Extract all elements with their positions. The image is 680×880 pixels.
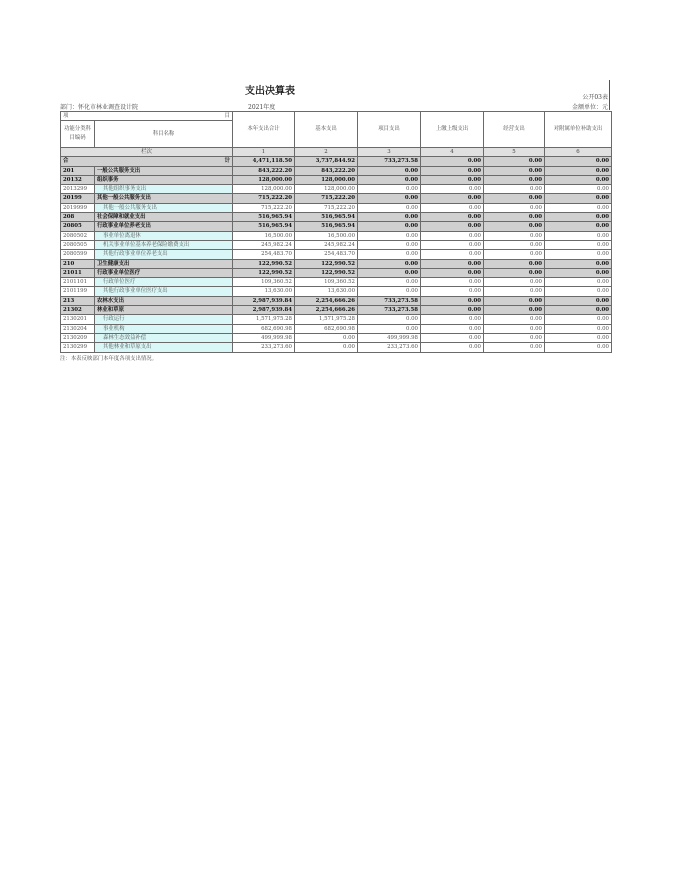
column-number-row [61, 148, 612, 157]
row-name: 其他林业和草原支出 [95, 343, 233, 352]
table-row [61, 166, 612, 175]
row-code: 213 [61, 296, 95, 305]
row-value: 0.00 [545, 296, 612, 305]
row-value: 0.00 [358, 231, 421, 240]
row-name: 事业单位离退休 [95, 231, 233, 240]
expenditure-table [60, 111, 612, 353]
row-code: 20805 [61, 222, 95, 231]
row-value: 13,630.00 [295, 287, 358, 296]
row-value: 516,965.94 [233, 213, 295, 222]
row-value: 0.00 [484, 296, 545, 305]
row-value: 499,999.98 [233, 333, 295, 342]
row-value: 715,222.20 [295, 203, 358, 212]
row-value: 0.00 [358, 166, 421, 175]
total-value: 0.00 [545, 157, 612, 166]
row-value: 499,999.98 [358, 333, 421, 342]
row-name: 其他一般公共服务支出 [95, 203, 233, 212]
row-value: 0.00 [545, 287, 612, 296]
col-header-3: 项目支出 [358, 112, 421, 148]
row-name: 行政事业单位医疗 [95, 268, 233, 277]
row-name: 事业机构 [95, 324, 233, 333]
row-value: 843,222.20 [295, 166, 358, 175]
row-name: 其他行政事业单位医疗支出 [95, 287, 233, 296]
table-row [61, 268, 612, 277]
row-name: 森林生态效益补偿 [95, 333, 233, 342]
form-id: 公开03表 [582, 94, 608, 101]
row-value: 0.00 [358, 259, 421, 268]
row-value: 128,000.00 [233, 175, 295, 184]
sheet-right-border [609, 80, 610, 110]
row-name: 其他行政事业单位养老支出 [95, 250, 233, 259]
row-code: 208 [61, 213, 95, 222]
row-value: 0.00 [358, 213, 421, 222]
row-code: 2013299 [61, 185, 95, 194]
row-value: 682,690.98 [295, 324, 358, 333]
table-row [61, 333, 612, 342]
row-value: 0.00 [358, 250, 421, 259]
row-value: 0.00 [421, 175, 484, 184]
currency-unit: 金额单位：元 [571, 104, 608, 111]
row-value: 0.00 [421, 287, 484, 296]
row-value: 0.00 [484, 333, 545, 342]
row-value: 0.00 [421, 222, 484, 231]
row-value: 0.00 [358, 222, 421, 231]
row-value: 254,483.70 [295, 250, 358, 259]
table-row [61, 222, 612, 231]
row-name: 行政单位医疗 [95, 278, 233, 287]
total-value: 3,737,844.92 [295, 157, 358, 166]
row-value: 0.00 [421, 166, 484, 175]
col-number: 1 [233, 148, 295, 157]
row-value: 0.00 [421, 296, 484, 305]
row-value: 0.00 [545, 231, 612, 240]
row-value: 0.00 [545, 222, 612, 231]
row-value: 0.00 [421, 268, 484, 277]
col-header-4: 上缴上级支出 [421, 112, 484, 148]
row-value: 0.00 [421, 343, 484, 352]
table-row [61, 306, 612, 315]
row-value: 128,000.00 [295, 185, 358, 194]
row-value: 0.00 [545, 240, 612, 249]
row-code: 2130201 [61, 315, 95, 324]
row-value: 0.00 [421, 231, 484, 240]
table-row [61, 203, 612, 212]
col-number: 4 [421, 148, 484, 157]
row-code: 2130204 [61, 324, 95, 333]
row-name: 其他组织事务支出 [95, 185, 233, 194]
row-value: 0.00 [484, 175, 545, 184]
table-row [61, 259, 612, 268]
row-value: 16,500.00 [233, 231, 295, 240]
row-value: 0.00 [484, 306, 545, 315]
row-value: 2,987,939.84 [233, 306, 295, 315]
row-value: 0.00 [421, 250, 484, 259]
row-value: 715,222.20 [233, 203, 295, 212]
row-name: 农林水支出 [95, 296, 233, 305]
row-code: 2080505 [61, 240, 95, 249]
footnote: 注：本表反映部门本年度各项支出情况。 [60, 356, 158, 362]
row-value: 0.00 [545, 278, 612, 287]
row-value: 0.00 [358, 240, 421, 249]
row-value: 0.00 [421, 185, 484, 194]
row-code: 2130209 [61, 333, 95, 342]
row-value: 516,965.94 [295, 222, 358, 231]
xiang-mu-cell [61, 112, 233, 121]
row-value: 733,273.58 [358, 306, 421, 315]
col-number: 6 [545, 148, 612, 157]
total-value: 4,471,118.50 [233, 157, 295, 166]
row-value: 715,222.20 [233, 194, 295, 203]
row-value: 0.00 [358, 324, 421, 333]
row-code: 20199 [61, 194, 95, 203]
total-label-cell [61, 157, 233, 166]
row-value: 733,273.58 [358, 296, 421, 305]
row-value: 109,360.52 [295, 278, 358, 287]
row-value: 516,965.94 [295, 213, 358, 222]
table-row [61, 240, 612, 249]
row-value: 16,500.00 [295, 231, 358, 240]
row-value: 233,273.60 [233, 343, 295, 352]
row-value: 0.00 [421, 306, 484, 315]
row-name: 行政事业单位养老支出 [95, 222, 233, 231]
row-value: 0.00 [545, 259, 612, 268]
col-number: 5 [484, 148, 545, 157]
row-value: 0.00 [358, 268, 421, 277]
total-value: 0.00 [421, 157, 484, 166]
row-value: 0.00 [421, 324, 484, 333]
row-value: 2,254,666.26 [295, 306, 358, 315]
row-value: 122,990.52 [295, 268, 358, 277]
row-value: 0.00 [545, 333, 612, 342]
row-value: 0.00 [545, 213, 612, 222]
total-row [61, 157, 612, 166]
total-value: 733,273.58 [358, 157, 421, 166]
row-value: 122,990.52 [233, 268, 295, 277]
row-value: 0.00 [421, 194, 484, 203]
row-value: 0.00 [421, 333, 484, 342]
row-code: 2080502 [61, 231, 95, 240]
row-value: 0.00 [358, 175, 421, 184]
table-row [61, 175, 612, 184]
row-name: 其他一般公共服务支出 [95, 194, 233, 203]
row-value: 0.00 [545, 324, 612, 333]
row-value: 0.00 [545, 175, 612, 184]
row-value: 0.00 [484, 240, 545, 249]
row-name: 卫生健康支出 [95, 259, 233, 268]
report-title: 支出决算表 [245, 86, 295, 97]
row-value: 0.00 [484, 231, 545, 240]
row-value: 122,990.52 [233, 259, 295, 268]
row-code: 21011 [61, 268, 95, 277]
department-label: 部门：怀化市林业调查设计院 [60, 104, 139, 111]
he-label: 合 [63, 158, 69, 165]
row-value: 0.00 [484, 324, 545, 333]
name-header: 科目名称 [95, 121, 233, 148]
table-row [61, 324, 612, 333]
row-value: 0.00 [358, 287, 421, 296]
row-value: 0.00 [358, 185, 421, 194]
row-value: 0.00 [484, 185, 545, 194]
ji-label: 计 [224, 158, 230, 165]
row-value: 0.00 [545, 203, 612, 212]
total-value: 0.00 [484, 157, 545, 166]
row-value: 0.00 [421, 315, 484, 324]
row-value: 0.00 [358, 194, 421, 203]
mu-label: 目 [224, 113, 230, 119]
table-row [61, 213, 612, 222]
row-value: 0.00 [358, 203, 421, 212]
row-value: 0.00 [484, 343, 545, 352]
xiang-label: 项 [63, 113, 69, 119]
row-value: 0.00 [484, 166, 545, 175]
row-value: 0.00 [545, 268, 612, 277]
header-row-top [61, 112, 612, 121]
row-code: 21302 [61, 306, 95, 315]
row-value: 109,360.52 [233, 278, 295, 287]
lanci-label: 栏次 [61, 148, 233, 157]
code-header: 功能分类科目编码 [61, 121, 95, 148]
row-value: 0.00 [484, 213, 545, 222]
row-value: 0.00 [484, 250, 545, 259]
col-number: 2 [295, 148, 358, 157]
row-name: 社会保障和就业支出 [95, 213, 233, 222]
row-value: 2,987,939.84 [233, 296, 295, 305]
row-value: 245,982.24 [233, 240, 295, 249]
row-value: 843,222.20 [233, 166, 295, 175]
row-value: 0.00 [421, 240, 484, 249]
row-value: 0.00 [484, 278, 545, 287]
row-value: 0.00 [484, 268, 545, 277]
row-value: 0.00 [484, 203, 545, 212]
row-value: 682,690.98 [233, 324, 295, 333]
table-row [61, 315, 612, 324]
table-row [61, 278, 612, 287]
row-value: 516,965.94 [233, 222, 295, 231]
row-name: 行政运行 [95, 315, 233, 324]
row-value: 0.00 [545, 194, 612, 203]
row-value: 0.00 [484, 194, 545, 203]
table-row [61, 231, 612, 240]
table-row [61, 287, 612, 296]
row-value: 0.00 [545, 166, 612, 175]
row-value: 128,000.00 [233, 185, 295, 194]
row-value: 0.00 [421, 278, 484, 287]
row-code: 201 [61, 166, 95, 175]
row-value: 245,982.24 [295, 240, 358, 249]
table-row [61, 185, 612, 194]
row-value: 0.00 [484, 315, 545, 324]
row-value: 122,990.52 [295, 259, 358, 268]
row-name: 一般公共服务支出 [95, 166, 233, 175]
table-row [61, 194, 612, 203]
row-value: 0.00 [545, 343, 612, 352]
row-code: 2019999 [61, 203, 95, 212]
row-value: 1,571,975.28 [233, 315, 295, 324]
row-code: 2080599 [61, 250, 95, 259]
row-value: 0.00 [484, 287, 545, 296]
row-value: 254,483.70 [233, 250, 295, 259]
row-value: 0.00 [545, 185, 612, 194]
col-header-5: 经营支出 [484, 112, 545, 148]
col-header-2: 基本支出 [295, 112, 358, 148]
col-header-6: 对附属单位补助支出 [545, 112, 612, 148]
row-value: 0.00 [484, 222, 545, 231]
row-value: 0.00 [421, 259, 484, 268]
row-name: 林业和草原 [95, 306, 233, 315]
col-header-1: 本年支出合计 [233, 112, 295, 148]
table-row [61, 296, 612, 305]
row-name: 机关事业单位基本养老保险缴费支出 [95, 240, 233, 249]
col-number: 3 [358, 148, 421, 157]
row-code: 20132 [61, 175, 95, 184]
row-code: 2130299 [61, 343, 95, 352]
table-row [61, 343, 612, 352]
row-value: 0.00 [295, 343, 358, 352]
row-value: 2,254,666.26 [295, 296, 358, 305]
row-value: 233,273.60 [358, 343, 421, 352]
fiscal-year: 2021年度 [248, 104, 276, 111]
row-value: 0.00 [545, 250, 612, 259]
row-value: 0.00 [295, 333, 358, 342]
row-value: 0.00 [358, 315, 421, 324]
row-code: 2101101 [61, 278, 95, 287]
row-name: 组织事务 [95, 175, 233, 184]
row-value: 1,571,975.28 [295, 315, 358, 324]
row-value: 13,630.00 [233, 287, 295, 296]
row-value: 0.00 [545, 315, 612, 324]
row-code: 2101199 [61, 287, 95, 296]
row-value: 0.00 [358, 278, 421, 287]
row-value: 128,000.00 [295, 175, 358, 184]
row-value: 715,222.20 [295, 194, 358, 203]
row-value: 0.00 [545, 306, 612, 315]
row-code: 210 [61, 259, 95, 268]
row-value: 0.00 [484, 259, 545, 268]
row-value: 0.00 [421, 213, 484, 222]
row-value: 0.00 [421, 203, 484, 212]
table-row [61, 250, 612, 259]
